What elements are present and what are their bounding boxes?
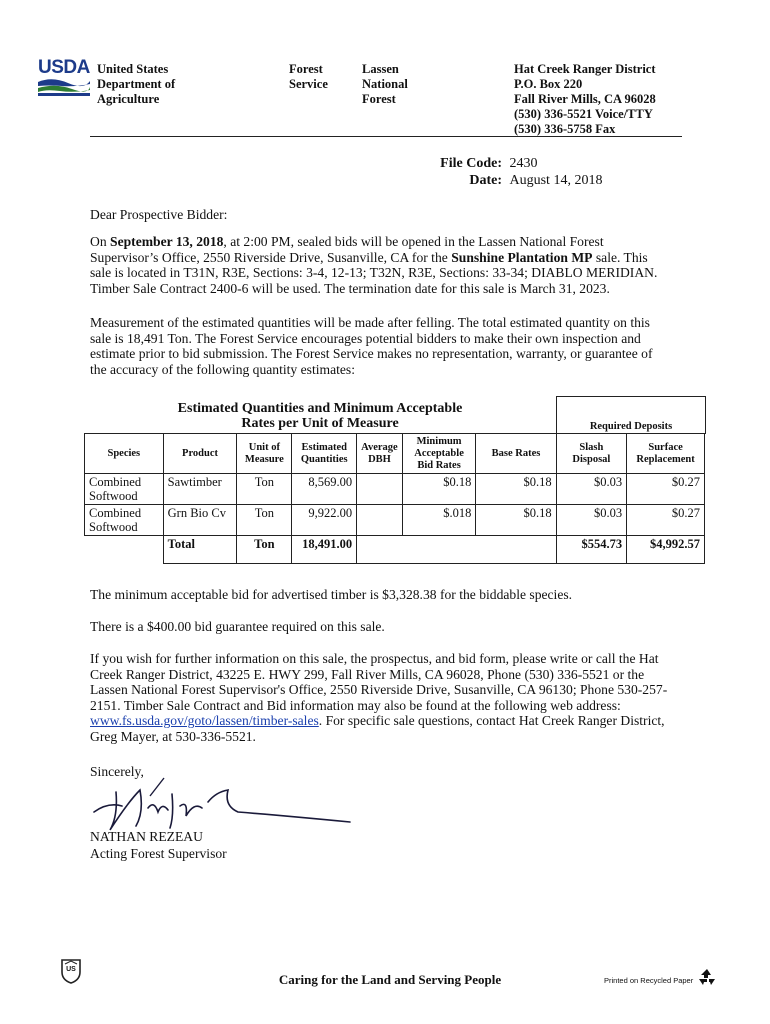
table-title xyxy=(160,401,480,431)
district-line: (530) 336-5521 Voice/TTY xyxy=(514,107,653,121)
total-unit: Ton xyxy=(237,536,292,564)
signer-title: Acting Forest Supervisor xyxy=(90,846,227,861)
paragraph-measurement: Measurement of the estimated quantities will be made after felling. The total estimated quantity on this sale is 18,491 Ton. The Forest Service encourages potential bidders to make their own inspection and estimate prior to bid submission. The Forest Service makes no representation, warranty, or guarantee of the accuracy of the following quantity estimates: xyxy=(90,315,653,377)
dept-name xyxy=(97,62,175,107)
cell-species: Combined Softwood xyxy=(85,474,164,505)
col-header: Average DBH xyxy=(357,434,403,474)
cell-unit: Ton xyxy=(237,505,292,536)
cell-surface: $0.27 xyxy=(627,505,705,536)
file-code-block xyxy=(400,155,602,189)
col-header: Base Rates xyxy=(476,434,556,474)
table-row xyxy=(85,474,705,505)
salutation: Dear Prospective Bidder: xyxy=(90,207,228,222)
closing: Sincerely, xyxy=(90,764,144,779)
cell-min-bid: $0.18 xyxy=(402,474,476,505)
col-header: Surface Replacement xyxy=(627,434,705,474)
date-label: Date: xyxy=(469,173,502,188)
empty-cell xyxy=(476,536,556,564)
dept-line: Agriculture xyxy=(97,92,160,106)
deposits-title: Required Deposits xyxy=(589,421,673,432)
cell-base-rate: $0.18 xyxy=(476,474,556,505)
cell-surface: $0.27 xyxy=(627,474,705,505)
para5-text: . For specific sale questions, contact Hat Creek Ranger District, Greg Mayer, at 530-336-5521. xyxy=(90,713,665,744)
col-header: Slash Disposal xyxy=(556,434,627,474)
col-header: Minimum Acceptable Bid Rates xyxy=(402,434,476,474)
cell-product: Sawtimber xyxy=(163,474,237,505)
table-title-line: Estimated Quantities and Minimum Acceptable xyxy=(177,401,463,416)
header-rule xyxy=(90,136,682,137)
paragraph-contact xyxy=(90,651,670,745)
cell-slash: $0.03 xyxy=(556,505,627,536)
agency-line: Forest xyxy=(289,62,323,76)
usda-logo xyxy=(38,58,90,98)
file-code-value: 2430 xyxy=(509,156,538,171)
district-line: Hat Creek Ranger District xyxy=(514,62,656,76)
col-header: Product xyxy=(163,434,237,474)
file-code-label: File Code: xyxy=(440,156,502,171)
total-slash: $554.73 xyxy=(556,536,627,564)
district-address xyxy=(514,62,656,137)
footer-motto: Caring for the Land and Serving People xyxy=(278,972,502,987)
forest-line: Forest xyxy=(362,92,396,106)
usda-logo-text: USDA xyxy=(38,57,90,78)
empty-cell xyxy=(357,536,403,564)
quantities-table xyxy=(84,433,705,564)
forest-service-shield-icon xyxy=(60,958,82,984)
table-row xyxy=(85,505,705,536)
empty-cell xyxy=(85,536,164,564)
cell-dbh xyxy=(357,474,403,505)
table-header-row xyxy=(85,434,705,474)
total-label: Total xyxy=(163,536,237,564)
timber-sales-link[interactable]: www.fs.usda.gov/goto/lassen/timber-sales xyxy=(90,713,319,729)
forest-line: National xyxy=(362,77,408,91)
agency-line: Service xyxy=(289,77,328,91)
dept-line: United States xyxy=(97,62,169,76)
paragraph-guarantee: There is a $400.00 bid guarantee required on this sale. xyxy=(90,619,385,634)
signer-name: NATHAN REZEAU xyxy=(90,829,203,844)
paragraph-min-bid: The minimum acceptable bid for advertised timber is $3,328.38 for the biddable species. xyxy=(90,587,573,602)
usda-hills-icon xyxy=(38,78,90,96)
cell-base-rate: $0.18 xyxy=(476,505,556,536)
district-line: (530) 336-5758 Fax xyxy=(514,122,616,136)
col-header: Unit of Measure xyxy=(237,434,292,474)
cell-unit: Ton xyxy=(237,474,292,505)
cell-dbh xyxy=(357,505,403,536)
cell-species: Combined Softwood xyxy=(85,505,164,536)
para5-text: If you wish for further information on this sale, the prospectus, and bid form, please write or call the Hat Creek Ranger District, 43225 E. HWY 299, Fall River Mills, CA 96028, Phone (530) 336-5521 or the Lassen National Forest Supervisor's Office, 2550 Riverside Drive, Susanville, CA 96130; Phone 530-257-2151. Timber Sale Contract and Bid information may also be found at the following web address: xyxy=(90,651,668,713)
opening-date: September 13, 2018 xyxy=(110,234,224,249)
shield-text: US xyxy=(66,966,76,973)
cell-quantity: 9,922.00 xyxy=(292,505,357,536)
empty-cell xyxy=(402,536,476,564)
col-header: Estimated Quantities xyxy=(292,434,357,474)
date-value: August 14, 2018 xyxy=(509,173,603,188)
para1-text: , at 2:00 PM, sealed bids will be opened in the Lassen National Forest Supervisor’s Office, 2550 Riverside Drive, Susanville, CA for the xyxy=(90,234,604,265)
col-header: Species xyxy=(85,434,164,474)
table-total-row xyxy=(85,536,705,564)
agency-name xyxy=(289,62,328,92)
dept-line: Department of xyxy=(97,77,176,91)
total-quantity: 18,491.00 xyxy=(292,536,357,564)
forest-name xyxy=(362,62,408,107)
total-surface: $4,992.57 xyxy=(627,536,705,564)
cell-min-bid: $.018 xyxy=(402,505,476,536)
cell-product: Grn Bio Cv xyxy=(163,505,237,536)
para1-text: On xyxy=(90,234,111,249)
table-title-line: Rates per Unit of Measure xyxy=(241,416,399,431)
cell-quantity: 8,569.00 xyxy=(292,474,357,505)
paragraph-sale-opening xyxy=(90,234,670,296)
district-line: Fall River Mills, CA 96028 xyxy=(514,92,656,106)
cell-slash: $0.03 xyxy=(556,474,627,505)
deposits-box xyxy=(556,396,706,434)
recycle-icon xyxy=(696,967,718,987)
para1-text: sale. This sale is located in T31N, R3E, Sections: 3-4, 12-13; T32N, R3E, Sections: 33-34; DIABLO MERIDIAN. Timber Sale Contract 2400-6 will be used. The termination date for this sale is March 31, 2023. xyxy=(90,249,658,296)
district-line: P.O. Box 220 xyxy=(514,77,583,91)
recycled-note: Printed on Recycled Paper xyxy=(604,976,694,985)
forest-line: Lassen xyxy=(362,62,399,76)
sale-name: Sunshine Plantation MP xyxy=(451,249,593,265)
